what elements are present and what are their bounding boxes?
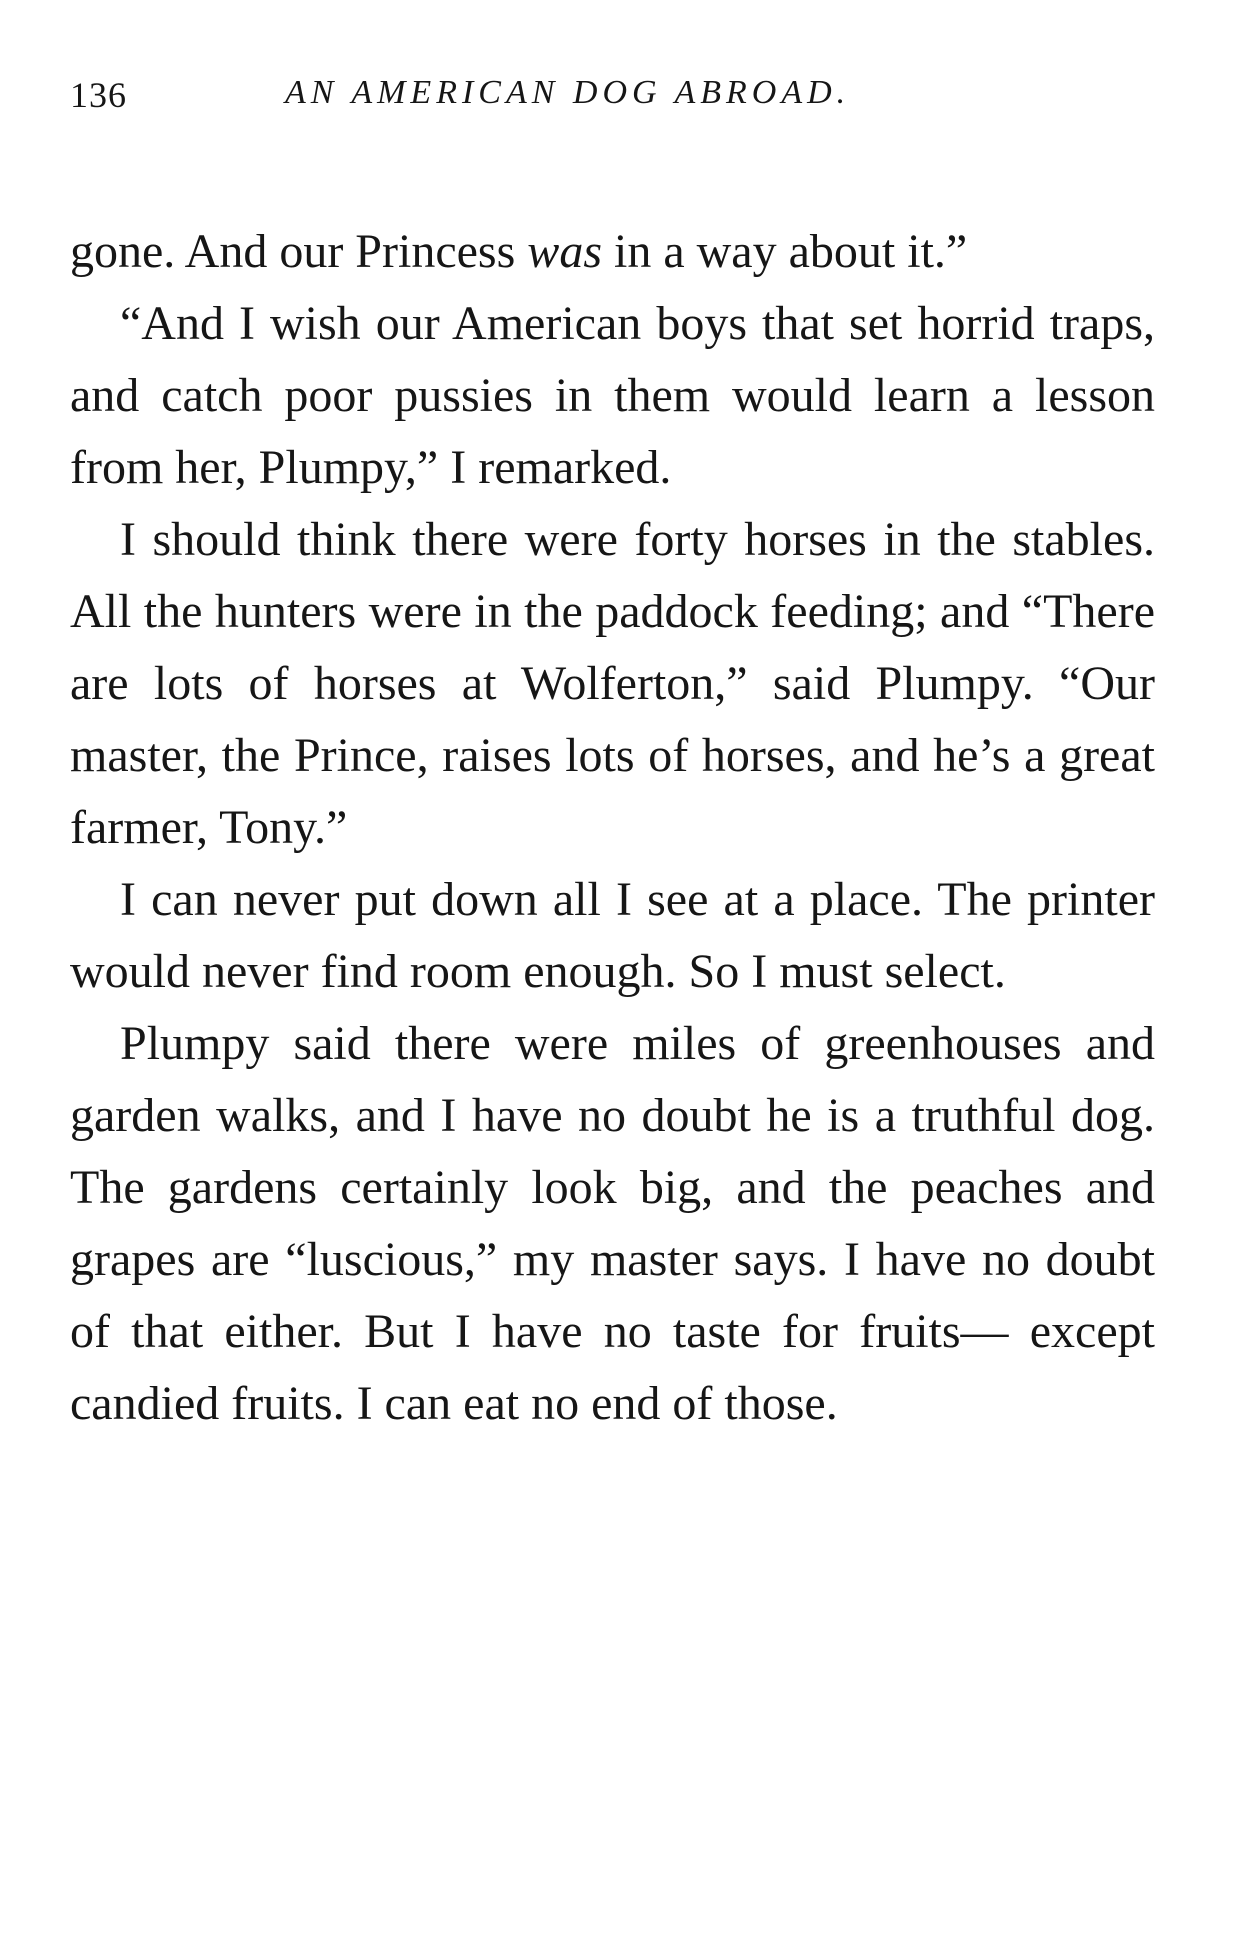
book-page: [70, 64, 1155, 1440]
paragraph: “And I wish our American boys that set horrid traps, and catch poor pussies in them would learn a lesson from her, Plumpy,” I remarked.: [70, 297, 1155, 494]
paragraph: [70, 216, 1155, 288]
page-number: 136: [70, 75, 127, 115]
emphasized-word: was: [527, 225, 602, 278]
paragraph-text: in a way about it.”: [602, 225, 968, 278]
paragraph-text: gone. And our Princess: [70, 225, 528, 278]
paragraph: Plumpy said there were miles of greenhouses and garden walks, and I have no doubt he is a truthful dog. The gardens certainly look big, and the peaches and grapes are “luscious,” my master says. I have no doubt of that either. But I have no taste for fruits— except candied fruits. I can eat no end of those.: [70, 1017, 1155, 1430]
page-header: [70, 64, 1155, 124]
paragraph: I can never put down all I see at a place. The printer would never find room enough. So I must select.: [70, 873, 1155, 998]
paragraph: I should think there were forty horses in the stables. All the hunters were in the paddock feeding; and “There are lots of horses at Wolferton,” said Plumpy. “Our master, the Prince, raises lots of horses, and he’s a great farmer, Tony.”: [70, 513, 1155, 854]
body-text: [70, 216, 1155, 1440]
running-title: AN AMERICAN DOG ABROAD.: [285, 74, 851, 111]
